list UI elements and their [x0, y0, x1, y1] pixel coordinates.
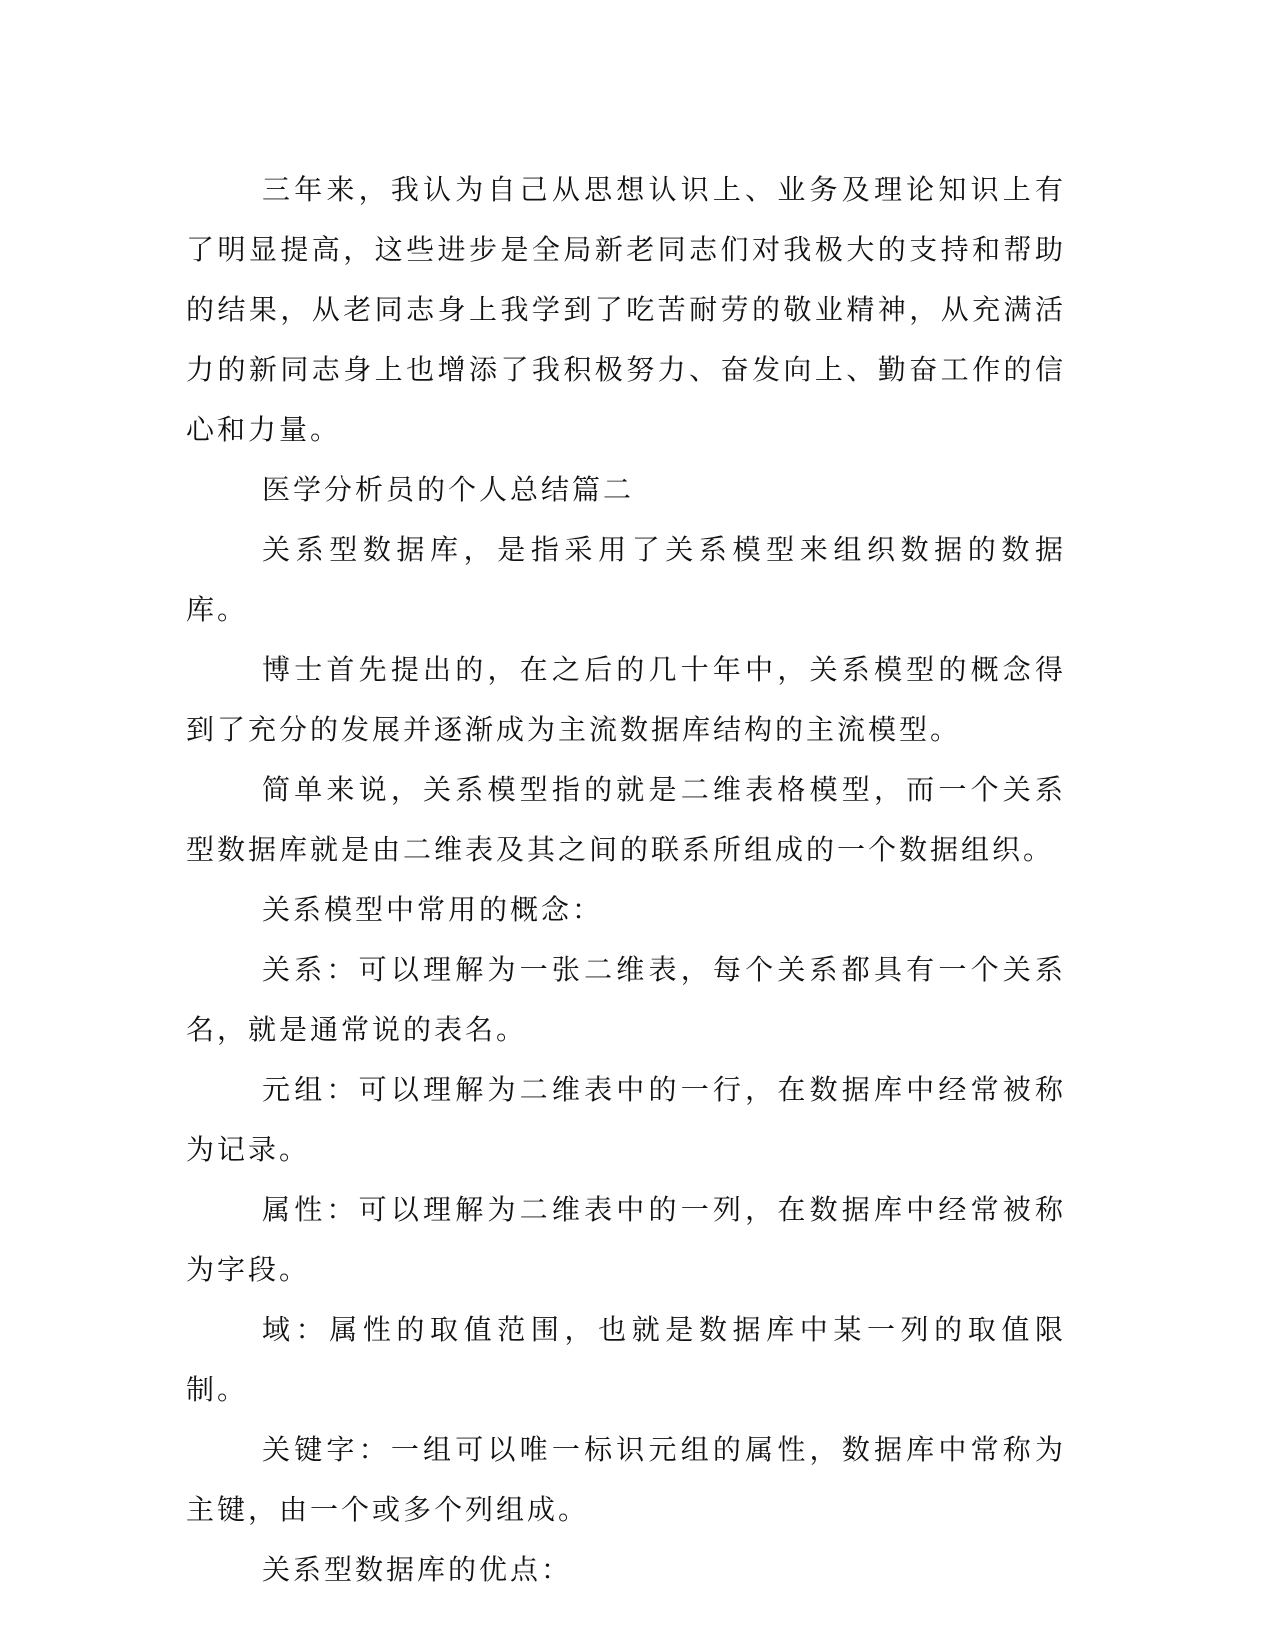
- paragraph-concept-relation: 关系：可以理解为一张二维表，每个关系都具有一个关系名，就是通常说的表名。: [186, 953, 1066, 1046]
- paragraph-relational-model-history: 博士首先提出的，在之后的几十年中，关系模型的概念得到了充分的发展并逐渐成为主流数据库结构的主流模型。: [186, 653, 1066, 746]
- document-body: [186, 160, 1066, 1600]
- paragraph-common-concepts: 关系模型中常用的概念：: [262, 893, 604, 926]
- paragraph-concept-key: 关键字：一组可以唯一标识元组的属性，数据库中常称为主键，由一个或多个列组成。: [186, 1433, 1066, 1526]
- paragraph-summary-growth: 三年来，我认为自己从思想认识上、业务及理论知识上有了明显提高，这些进步是全局新老同志们对我极大的支持和帮助的结果，从老同志身上我学到了吃苦耐劳的敬业精神，从充满活力的新同志身上也增添了我积极努力、奋发向上、勤奋工作的信心和力量。: [186, 173, 1066, 446]
- paragraph-concept-tuple: 元组：可以理解为二维表中的一行，在数据库中经常被称为记录。: [186, 1073, 1066, 1166]
- section-heading-part-two: 医学分析员的个人总结篇二: [262, 473, 635, 506]
- paragraph-advantages-heading: 关系型数据库的优点：: [262, 1553, 573, 1586]
- paragraph-concept-attribute: 属性：可以理解为二维表中的一列，在数据库中经常被称为字段。: [186, 1193, 1066, 1286]
- paragraph-concept-domain: 域：属性的取值范围，也就是数据库中某一列的取值限制。: [186, 1313, 1066, 1406]
- paragraph-relational-db-definition: 关系型数据库，是指采用了关系模型来组织数据的数据库。: [186, 533, 1066, 626]
- paragraph-relational-model-simple: 简单来说，关系模型指的就是二维表格模型，而一个关系型数据库就是由二维表及其之间的联系所组成的一个数据组织。: [186, 773, 1066, 866]
